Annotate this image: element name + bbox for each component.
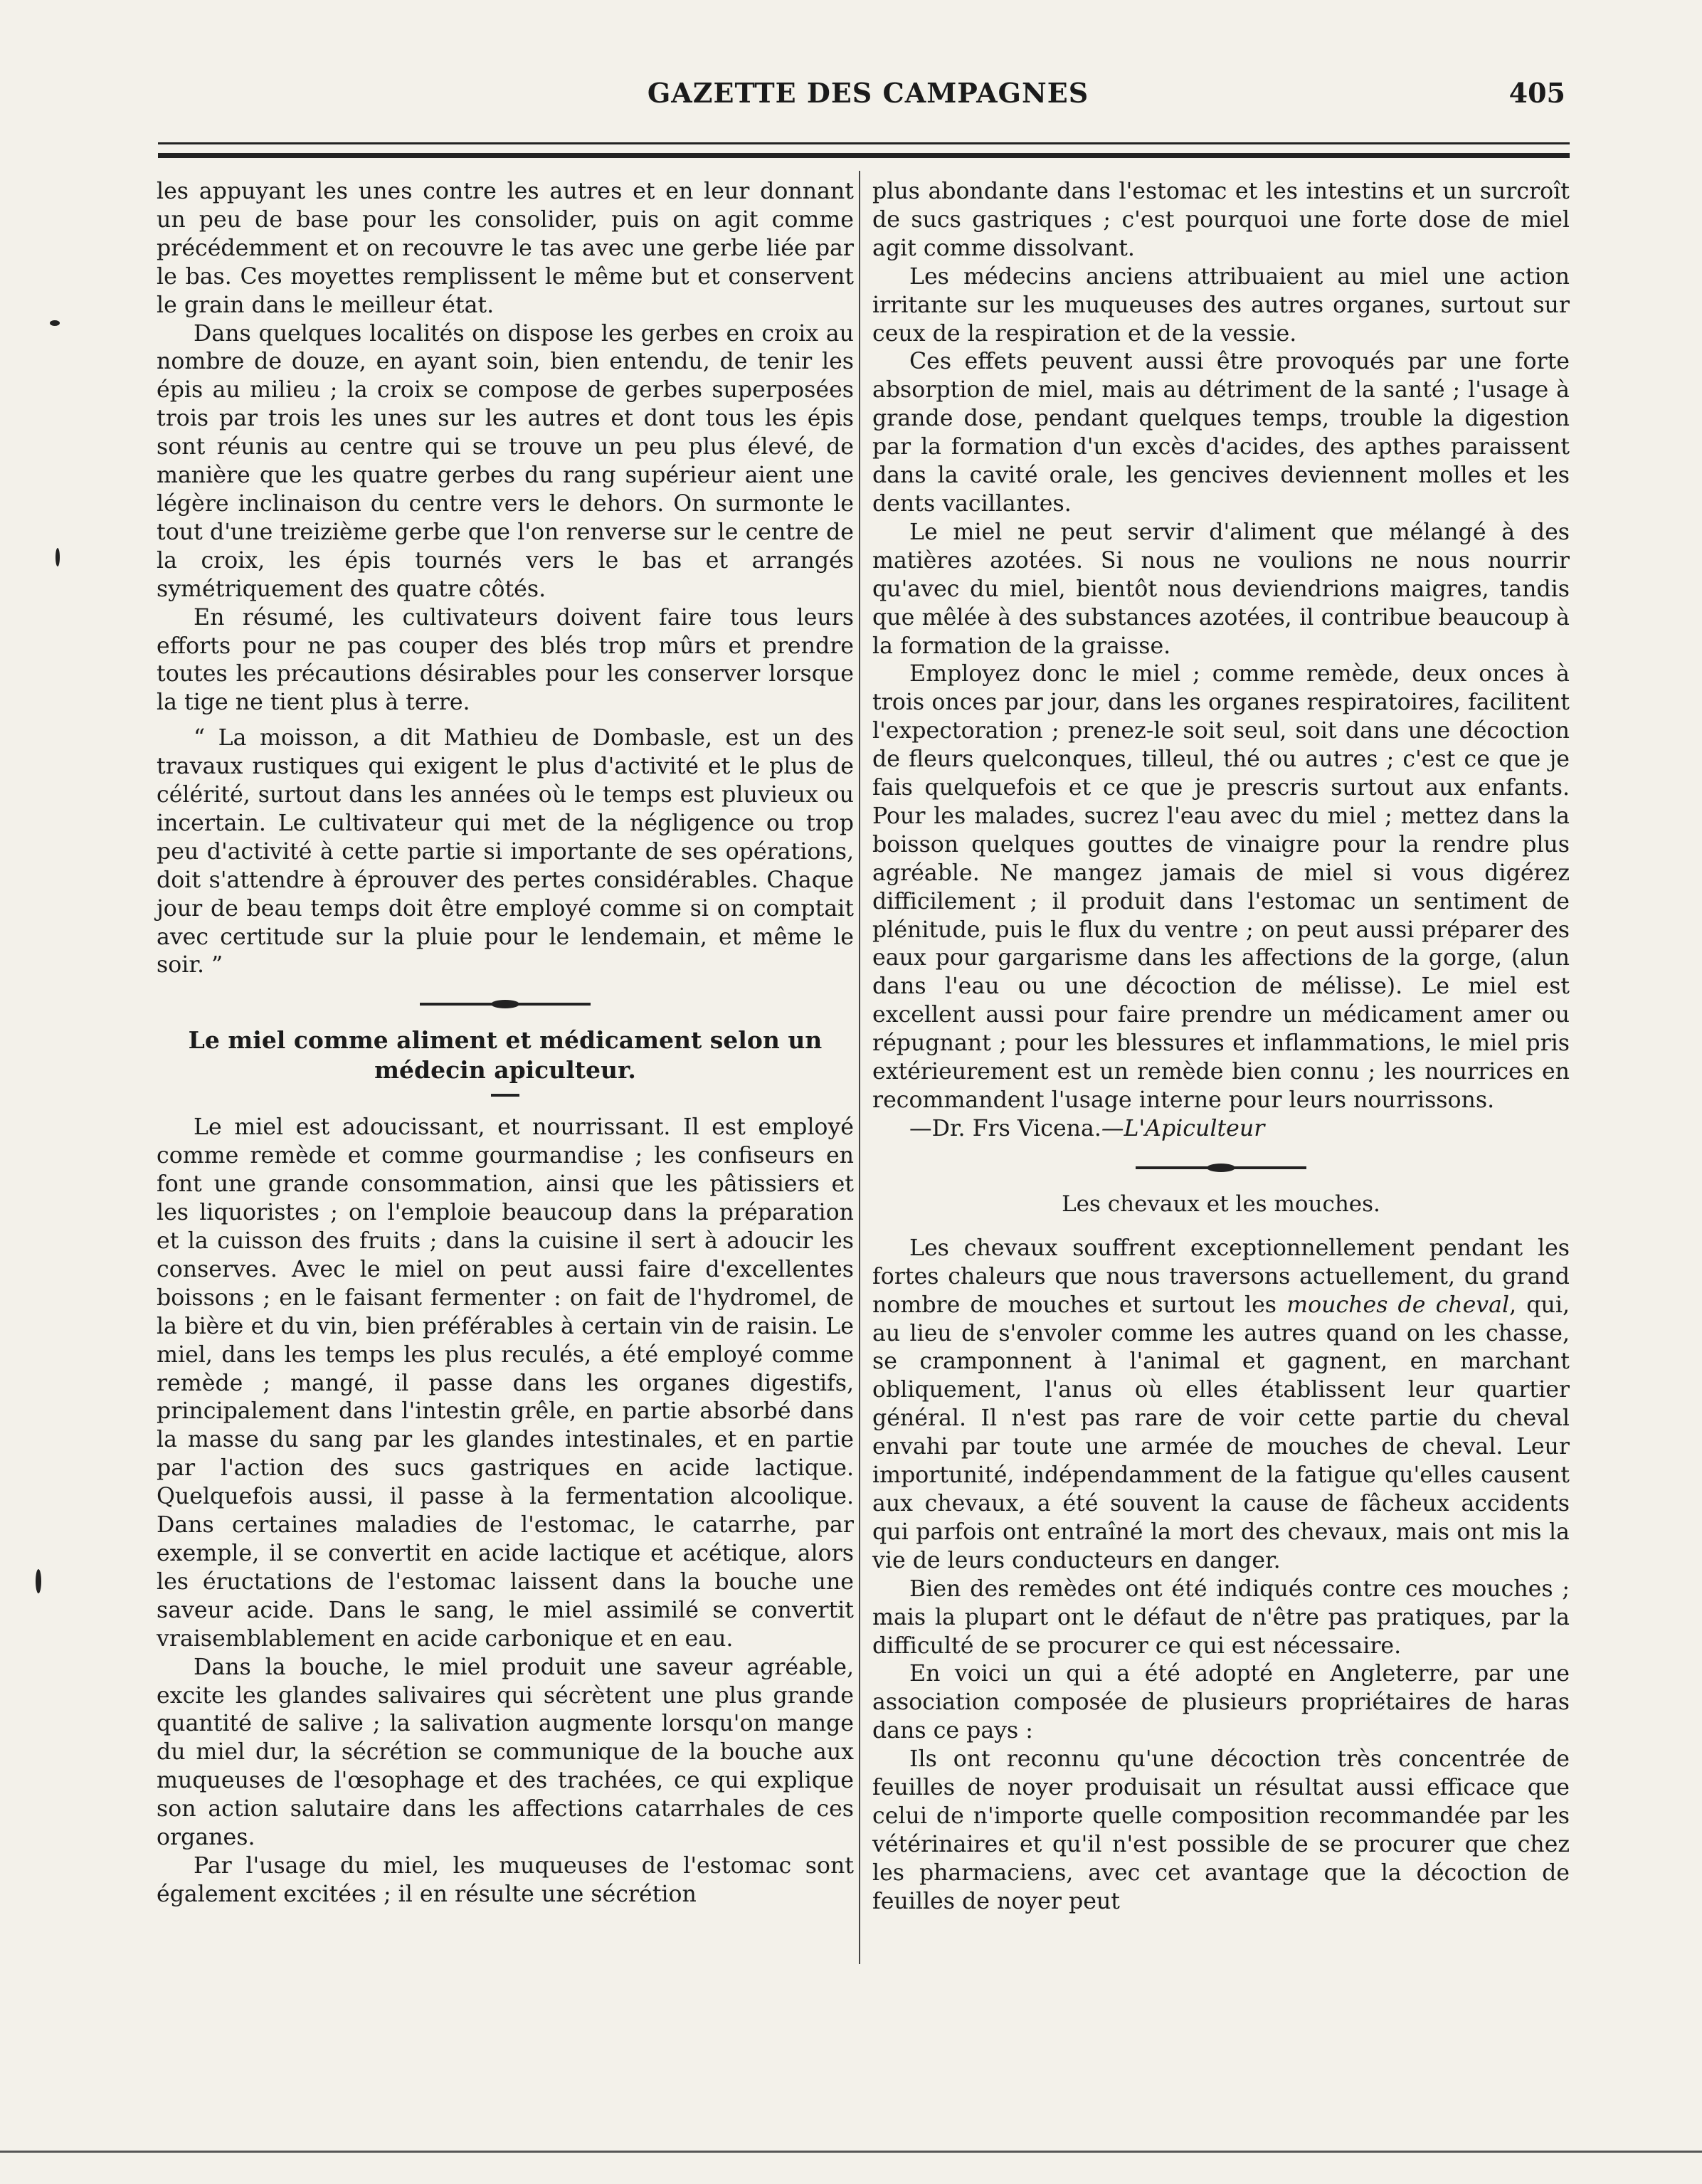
paragraph: Bien des remèdes ont été indiqués contre ces mouches ; mais la plupart ont le défaut de n'être pas pratiques, par la difficulté de se procurer ce qui est nécessaire. (872, 1576, 1570, 1659)
section-separator (420, 996, 591, 1013)
text-run: , qui, au lieu de s'envoler comme les autres quand on les chasse, se cramponnent à l'animal et gagnent, en marchant obliquement, l'anus où elles établissent leur quartier général. Il n'est pas rare de voir cette partie du cheval envahi par toute une armée de mouches de cheval. Leur importunité, indépendamment de la fatigue qu'elles causent aux chevaux, a été souvent la cause de fâcheux accidents qui parfois ont entraîné la mort des chevaux, mais ont mis la vie de leurs conducteurs en danger. (872, 1292, 1570, 1573)
left-column (157, 178, 854, 1909)
column-divider (859, 171, 860, 1964)
paragraph: En résumé, les cultivateurs doivent faire tous leurs efforts pour ne pas couper des blés trop mûrs et prendre toutes les précautions désirables pour les conserver lorsque la tige ne tient plus à terre. (157, 604, 854, 716)
article-signature (872, 1115, 1570, 1144)
paragraph (872, 1235, 1570, 1576)
paragraph: Dans la bouche, le miel produit une saveur agréable, excite les glandes salivaires qui sécrètent une plus grande quantité de salive ; la salivation augmente lorsqu'on mange du miel dur, la sécrétion se communique de la bouche aux muqueuses de l'œsophage et des trachées, ce qui explique son action salutaire dans les affections catarrhales de ces organes. (157, 1654, 854, 1851)
paragraph: Le miel est adoucissant, et nourrissant. Il est employé comme remède et comme gourmandise ; les confiseurs en font une grande consommation, ainsi que les pâtissiers et les liquoristes ; on l'emploie beaucoup dans la préparation et la cuisson des fruits ; dans la cuisine il sert à adoucir les conserves. Avec le miel on peut aussi faire d'excellentes boissons ; en le faisant fermenter : on fait de l'hydromel, de la bière et du vin, bien préférables à certain vin de raisin. Le miel, dans les temps les plus reculés, a été employé comme remède ; mangé, il passe dans les organes digestifs, principalement dans l'intestin grêle, en partie absorbé dans la masse du sang par les glandes intestinales, et en partie par l'action des sucs gastriques en acide lactique. Quelquefois aussi, il passe à la fermentation alcoolique. Dans certaines maladies de l'estomac, le catarrhe, par exemple, il se convertit en acide lactique et acétique, alors les éructations de l'estomac laissent dans la bouche une saveur acide. Dans le sang, le miel assimilé se convertit vraisemblablement en acide carbonique et en eau. (157, 1114, 854, 1652)
section-separator (1136, 1159, 1306, 1176)
page-number: 405 (1508, 77, 1565, 109)
paragraph: Employez donc le miel ; comme remède, deux onces à trois onces par jour, dans les organes respiratoires, facilitent l'expectoration ; prenez-le soit seul, soit dans une décoction de fleurs quelconques, tilleul, thé ou autres ; c'est ce que je fais quelquefois et ce que je prescris surtout aux enfants. Pour les malades, sucrez l'eau avec du miel ; mettez dans la boisson quelques gouttes de vinaigre pour la rendre plus agréable. Ne mangez jamais de miel si vous digérez difficilement ; il produit dans l'estomac un sentiment de plénitude, puis le flux du ventre ; on peut aussi préparer des eaux pour gargarisme dans les affections de la gorge, (alun dans l'eau ou une décoction de mélisse). Le miel est excellent aussi pour faire prendre un médicament amer ou répugnant ; pour les blessures et inflammations, le miel pris extérieurement est un remède bien connu ; les nourrices en recommandent l'usage interne pour leurs nourrissons. (872, 661, 1570, 1113)
paragraph: les appuyant les unes contre les autres et en leur donnant un peu de base pour les consolider, puis on agit comme précédemment et on recouvre le tas avec une gerbe liée par le bas. Ces moyettes remplissent le même but et conservent le grain dans le meilleur état. (157, 179, 854, 318)
paragraph: Ces effets peuvent aussi être provoqués par une forte absorption de miel, mais au détriment de la santé ; l'usage à grande dose, pendant quelques temps, trouble la digestion par la formation d'un excès d'acides, des apthes paraissent dans la cavité orale, les gencives deviennent molles et les dents vacillantes. (872, 349, 1570, 517)
heading-underline (491, 1094, 519, 1097)
paragraph: Les médecins anciens attribuaient au miel une action irritante sur les muqueuses des autres organes, surtout sur ceux de la respiration et de la vessie. (872, 263, 1570, 347)
ink-speck (36, 1569, 41, 1593)
paragraph: En voici un qui a été adopté en Angleterre, par une association composée de plusieurs propriétaires de haras dans ce pays : (872, 1661, 1570, 1744)
paragraph: Le miel ne peut servir d'aliment que mélangé à des matières azotées. Si nous ne voulions ne nous nourrir qu'avec du miel, bientôt nous deviendrions maigres, tandis que mêlée à des substances azotées, il contribue beaucoup à la formation de la graisse. (872, 519, 1570, 659)
article-heading-chevaux: Les chevaux et les mouches. (1062, 1191, 1380, 1217)
ink-speck (50, 320, 60, 326)
right-column (872, 178, 1570, 1916)
paragraph: Par l'usage du miel, les muqueuses de l'estomac sont également excitées ; il en résulte une sécrétion (157, 1852, 854, 1907)
paragraph: Ils ont reconnu qu'une décoction très concentrée de feuilles de noyer produisait un résultat aussi efficace que celui de n'importe quelle composition recommandée par les vétérinaires et qu'il n'est possible de se procurer que chez les pharmaciens, avec cet avantage que la décoction de feuilles de noyer peut (872, 1746, 1570, 1914)
emphasis-text: mouches de cheval (1286, 1292, 1510, 1318)
page-header (157, 77, 1580, 127)
header-rule (158, 142, 1570, 158)
article-heading-miel: Le miel comme aliment et médicament selon un médecin apiculteur. (188, 1026, 823, 1085)
paragraph: plus abondante dans l'estomac et les intestins et un surcroît de sucs gastriques ; c'est pourquoi une forte dose de miel agit comme dissolvant. (872, 179, 1570, 261)
publication-title: GAZETTE DES CAMPAGNES (647, 77, 1089, 109)
text-run: Les chevaux souffrent exceptionnellement pendant les fortes chaleurs que nous traversons actuellement, du grand nombre de mouches et surtout les (872, 1235, 1570, 1318)
quote-paragraph: “ La moisson, a dit Mathieu de Dombasle, est un des travaux rustiques qui exigent le plus d'activité et le plus de célérité, surtout dans les années où le temps est pluvieux ou incertain. Le cultivateur qui met de la négligence ou trop peu d'activité à cette partie si importante de ses opérations, doit s'attendre à éprouver des pertes considérables. Chaque jour de beau temps doit être employé comme si on comptait avec certitude sur la pluie pour le lendemain, et même le soir. ” (157, 725, 854, 978)
paragraph: Dans quelques localités on dispose les gerbes en croix au nombre de douze, en ayant soin, bien entendu, de tenir les épis au milieu ; la croix se compose de gerbes superposées trois par trois les unes sur les autres et dont tous les épis sont réunis au centre qui se trouve un peu plus élevé, de manière que les quatre gerbes du rang supérieur aient une légère inclinaison du centre vers le dehors. On surmonte le tout d'une treizième gerbe que l'on renverse sur le centre de la croix, les épis tournés vers le bas et arrangés symétriquement des quatre côtés. (157, 320, 854, 602)
page-bottom-edge (0, 2151, 1702, 2153)
signature-author: —Dr. Frs Vicena. (909, 1115, 1101, 1141)
signature-source: —L'Apiculteur (1101, 1115, 1265, 1141)
ink-speck (56, 548, 60, 566)
